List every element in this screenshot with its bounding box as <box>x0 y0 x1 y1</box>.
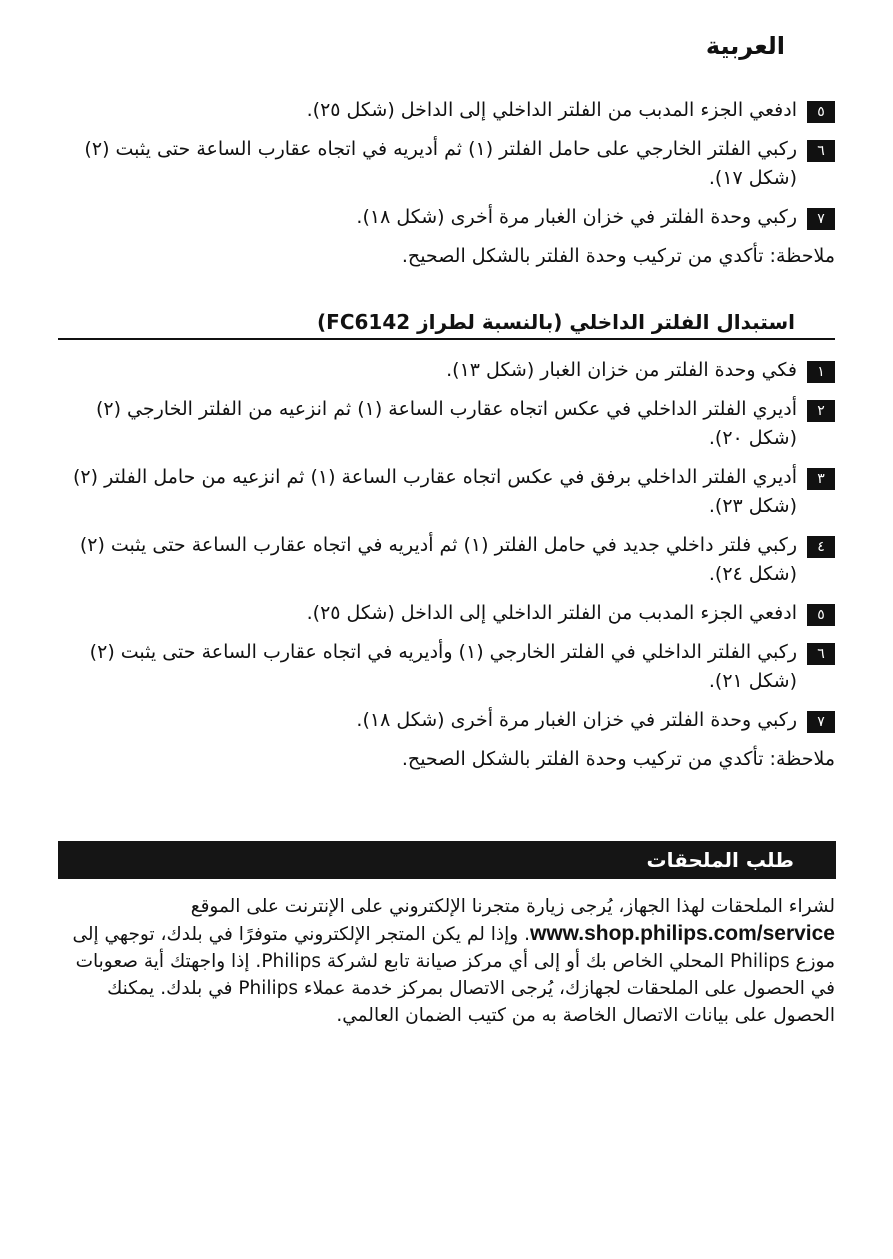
step-number-badge: ٤ <box>807 536 835 558</box>
list-item <box>45 706 835 735</box>
section-heading-replace-inner-filter: استبدال الفلتر الداخلي (بالنسبة لطراز FC6142) <box>317 310 795 334</box>
step-number-badge: ٣ <box>807 468 835 490</box>
list-item <box>45 96 835 125</box>
step-text: ركبي الفلتر الخارجي على حامل الفلتر (١) ثم أديريه في اتجاه عقارب الساعة حتى يثبت (٢) (شكل ١٧). <box>84 138 797 189</box>
note-text: ملاحظة: تأكدي من تركيب وحدة الفلتر بالشكل الصحيح. <box>401 748 835 770</box>
step-number-badge: ٧ <box>807 208 835 230</box>
section-heading-ordering-accessories: طلب الملحقات <box>646 848 794 872</box>
list-item <box>45 463 835 521</box>
step-text: ركبي وحدة الفلتر في خزان الغبار مرة أخرى (شكل ١٨). <box>356 206 797 228</box>
list-item <box>45 395 835 453</box>
list-item <box>45 203 835 232</box>
steps-list-replace-inner-filter <box>45 356 835 774</box>
step-text: ركبي الفلتر الداخلي في الفلتر الخارجي (١) وأديريه في اتجاه عقارب الساعة حتى يثبت (٢) (شكل ٢١). <box>89 641 797 692</box>
list-item <box>45 638 835 696</box>
step-number-badge: ٥ <box>807 604 835 626</box>
paragraph-text-part2: . وإذا لم يكن المتجر الإلكتروني متوفرًا في بلدك، توجهي إلى موزع Philips المحلي الخاص بك أو إلى أي مركز صيانة تابع لشركة Philips. إذا واجهتك أية صعوبات في الحصول على الملحقات لجهازك، يُرجى الاتصال بمركز خدمة عملاء Philips في بلدك. يمكنك الحصول على بيانات الاتصال الخاصة به من كتيب الضمان العالمي. <box>72 924 835 1026</box>
language-title: العربية <box>705 32 785 60</box>
step-text: ركبي فلتر داخلي جديد في حامل الفلتر (١) ثم أديريه في اتجاه عقارب الساعة حتى يثبت (٢) (شكل ٢٤). <box>79 534 797 585</box>
section-divider <box>58 338 835 340</box>
list-item <box>45 531 835 589</box>
step-number-badge: ٢ <box>807 400 835 422</box>
section-heading-bar <box>58 841 836 879</box>
step-number-badge: ٥ <box>807 101 835 123</box>
paragraph-text-part1: لشراء الملحقات لهذا الجهاز، يُرجى زيارة متجرنا الإلكتروني على الإنترنت على الموقع <box>190 896 835 917</box>
list-item <box>45 135 835 193</box>
step-text: ادفعي الجزء المدبب من الفلتر الداخلي إلى الداخل (شكل ٢٥). <box>306 602 797 624</box>
step-text: فكي وحدة الفلتر من خزان الغبار (شكل ١٣). <box>446 359 797 381</box>
step-number-badge: ٦ <box>807 140 835 162</box>
step-number-badge: ١ <box>807 361 835 383</box>
list-item <box>45 599 835 628</box>
step-text: أديري الفلتر الداخلي برفق في عكس اتجاه عقارب الساعة (١) ثم انزعيه من حامل الفلتر (٢) (شكل ٢٣). <box>73 466 797 517</box>
step-text: ركبي وحدة الفلتر في خزان الغبار مرة أخرى (شكل ١٨). <box>356 709 797 731</box>
step-text: ادفعي الجزء المدبب من الفلتر الداخلي إلى الداخل (شكل ٢٥). <box>306 99 797 121</box>
step-number-badge: ٧ <box>807 711 835 733</box>
service-url-link[interactable]: www.shop.philips.com/service <box>530 922 835 945</box>
step-text: أديري الفلتر الداخلي في عكس اتجاه عقارب الساعة (١) ثم انزعيه من الفلتر الخارجي (٢) (شكل ٢٠). <box>95 398 797 449</box>
note-text: ملاحظة: تأكدي من تركيب وحدة الفلتر بالشكل الصحيح. <box>401 245 835 267</box>
ordering-accessories-paragraph <box>55 893 835 1029</box>
list-item <box>45 356 835 385</box>
steps-list-continued <box>45 96 835 271</box>
step-number-badge: ٦ <box>807 643 835 665</box>
